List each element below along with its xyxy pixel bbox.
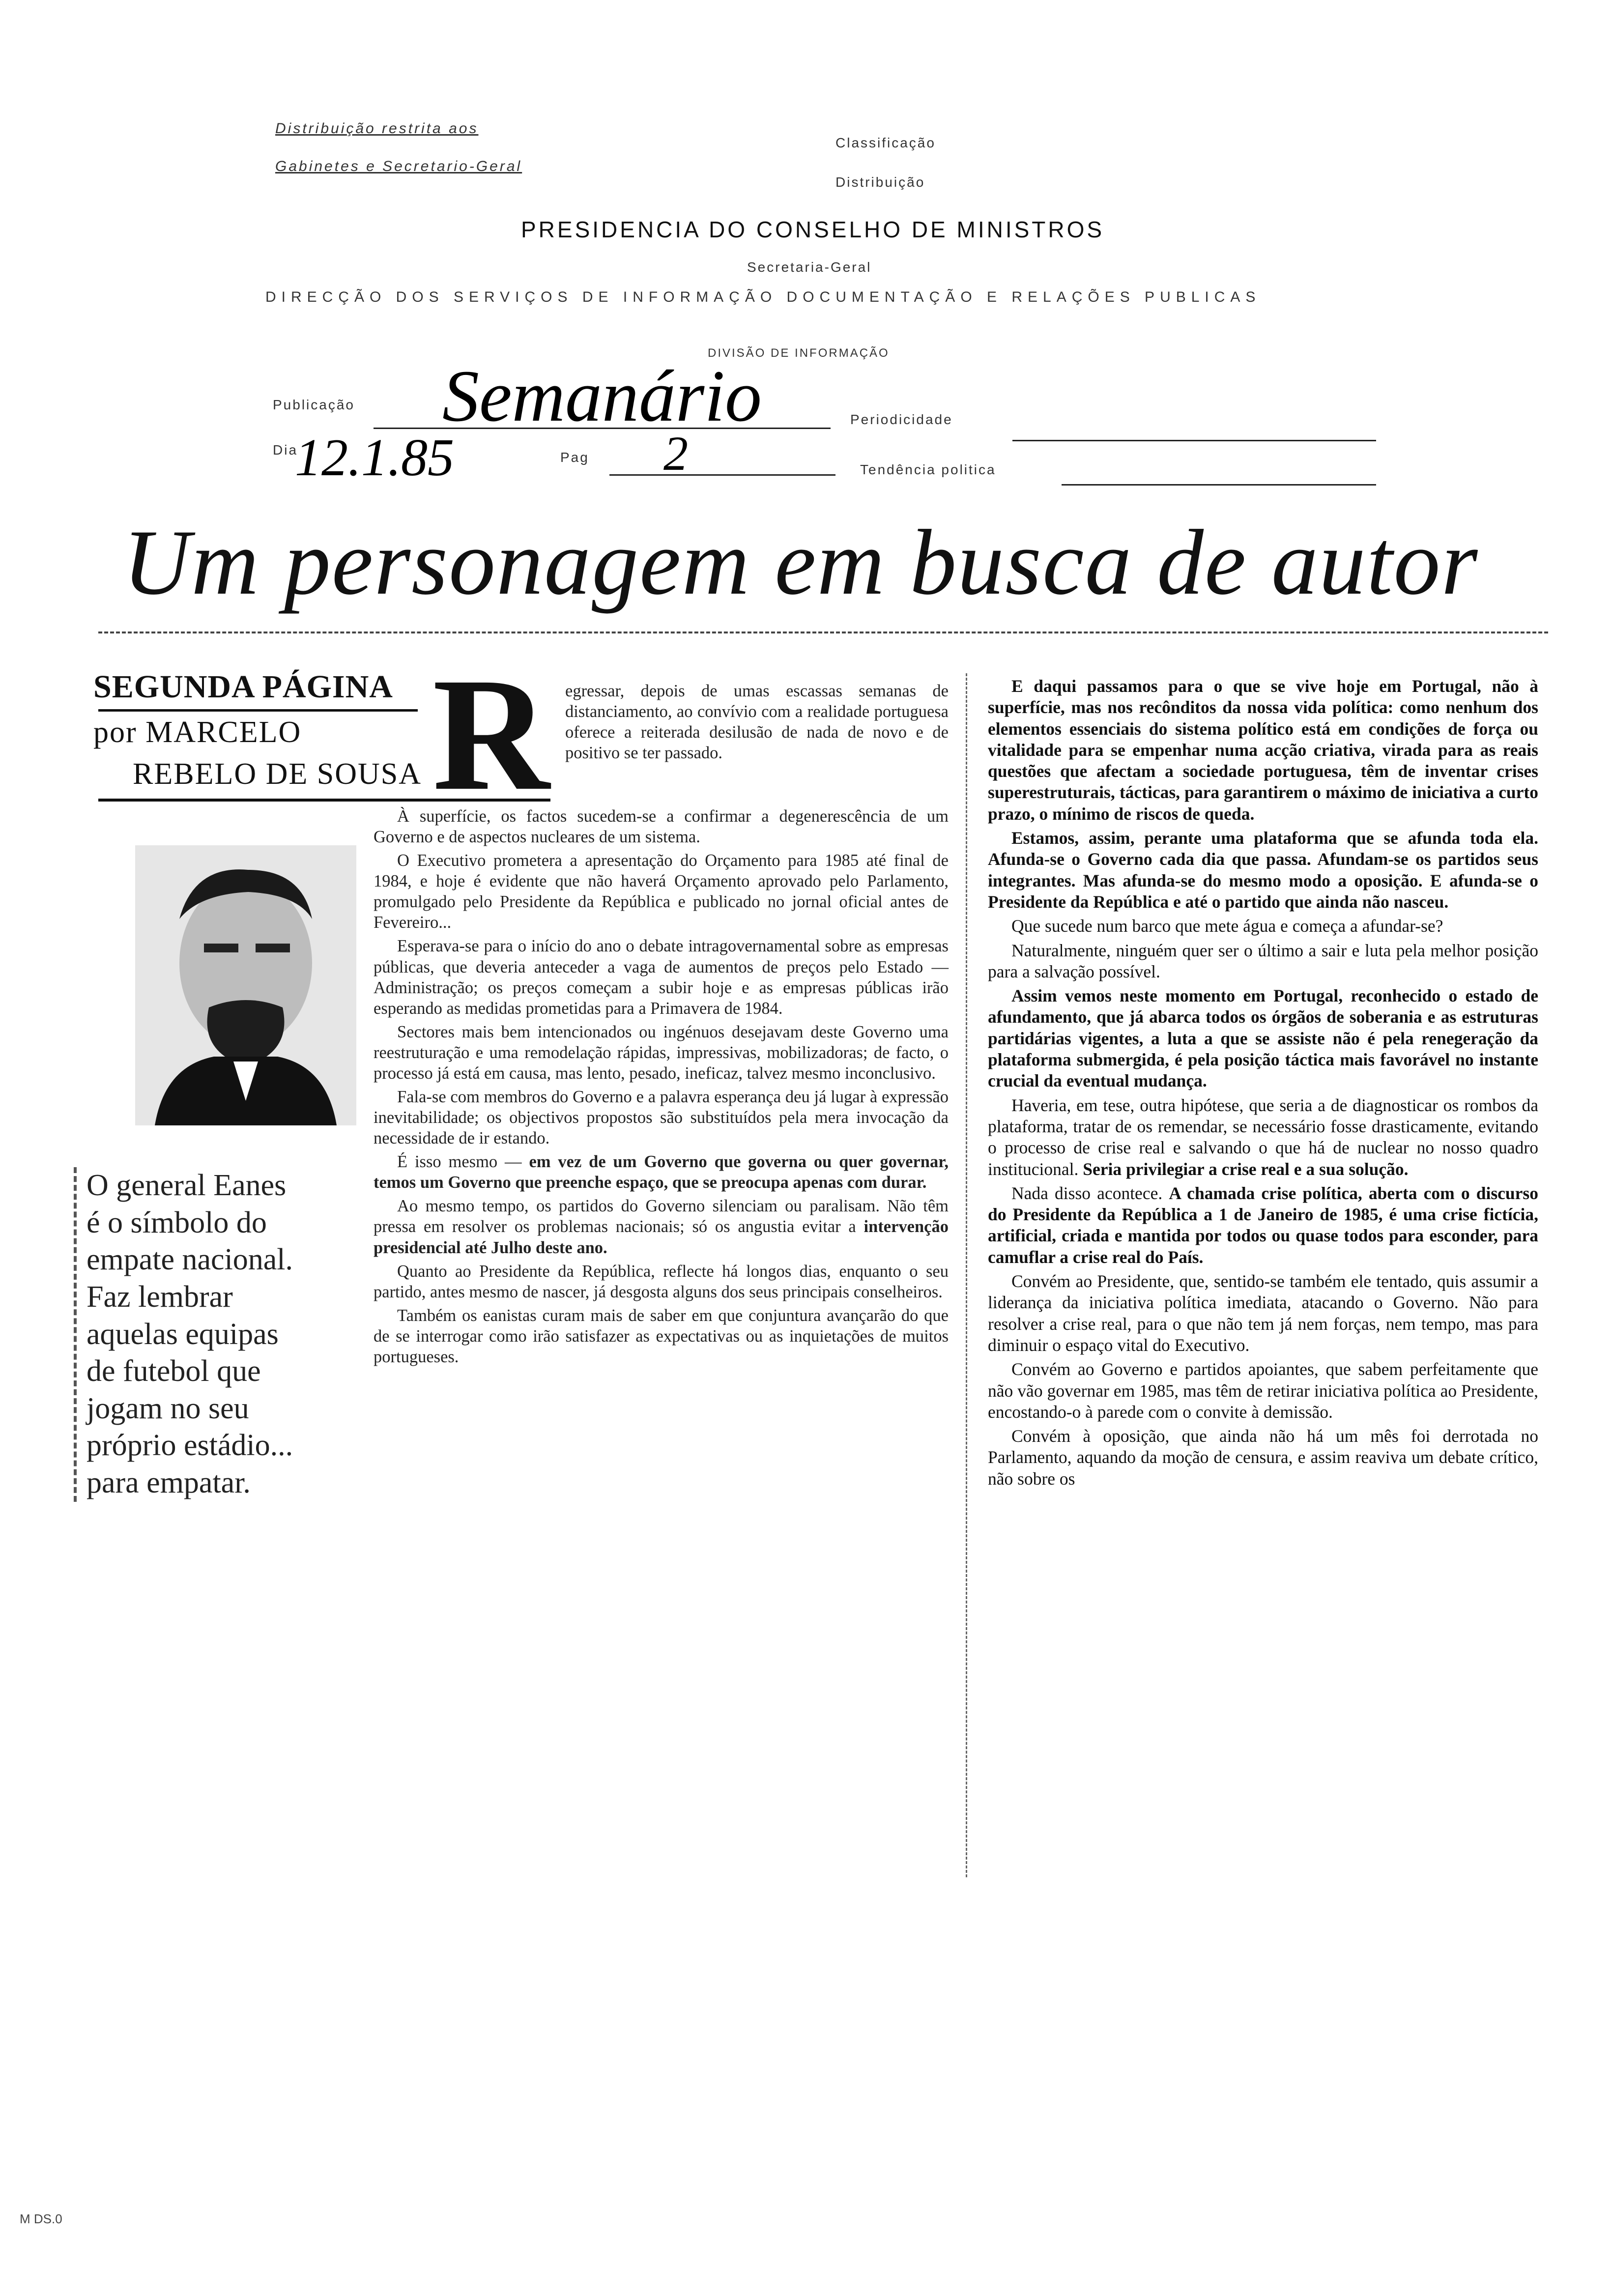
col2-paragraph: É isso mesmo — <box>397 1152 522 1172</box>
restricted-distribution-line2: Gabinetes e Secretario-Geral <box>275 158 522 174</box>
col3-paragraph: Naturalmente, ninguém quer ser o último a sair e luta pela melhor posição para a salvação possível. <box>988 940 1538 981</box>
periodicity-underline <box>1012 440 1376 441</box>
pull-quote-line: empate nacional. <box>86 1243 293 1277</box>
col3-paragraph: Convém ao Presidente, que, sentido-se também ele tentado, quis assumir a liderança da iniciativa política imediata, atacando o Governo. Não para resolver a crise real, para o que não tem já nem forças, nem tempo, mas para diminuir o espaço vital do Executivo. <box>988 1271 1538 1355</box>
day-handwritten: 12.1.85 <box>295 429 454 487</box>
col2-paragraph: Quanto ao Presidente da República, reflecte há longos dias, enquanto o seu partido, antes mesmo de nascer, já desgosta alguns dos seus principais conselheiros. <box>374 1262 949 1301</box>
title-rule <box>98 631 1548 633</box>
col2-paragraph: O Executivo prometera a apresentação do Orçamento para 1985 até final de 1984, e hoje é evidente que não haverá Orçamento aprovado pelo Parlamento, promulgado pelo Presidente da República e publicado no jornal oficial antes de Fevereiro... <box>374 851 949 932</box>
col3-bold-statement: A chamada crise política, aberta com o discurso do Presidente da República a 1 de Janeiro de 1985, é uma crise fictícia, artificial, criada e mantida por todos ou quase todos para esconder, para camuflar a crise real do País. <box>988 1183 1538 1267</box>
pull-quote-line: é o símbolo do <box>86 1205 267 1239</box>
publication-handwritten: Semanário <box>442 355 762 437</box>
byline-line1: por MARCELO <box>93 716 302 749</box>
pull-quote-line: jogam no seu <box>86 1391 249 1425</box>
column-2-intro <box>565 681 949 766</box>
tendency-underline <box>1062 484 1376 486</box>
footer-code: M DS.0 <box>20 2211 62 2226</box>
tendency-label: Tendência politica <box>860 462 996 477</box>
page-underline <box>609 474 835 476</box>
publication-label: Publicação <box>273 397 355 412</box>
classification-label: Classificação <box>835 135 936 150</box>
org-title: PRESIDENCIA DO CONSELHO DE MINISTROS <box>521 217 1105 242</box>
col3-bold-paragraph: Estamos, assim, perante uma plataforma que se afunda toda ela. Afunda-se o Governo cada dia que passa. Afundam-se os partidos seus integrantes. Mas afunda-se do mesmo modo a oposição. E afunda-se o Presidente da República e até o partido que ainda não nasceu. <box>988 828 1538 912</box>
author-photo <box>135 845 356 1125</box>
col2-paragraph: Também os eanistas curam mais de saber em que conjuntura avançarão do que de se interrogar como irão satisfazer as expectativas ou as inquietações de muitos portugueses. <box>374 1306 949 1366</box>
pull-quote-line: O general Eanes <box>86 1169 287 1202</box>
article-title: Um personagem em busca de autor <box>123 511 1479 614</box>
col3-paragraph: Convém ao Governo e partidos apoiantes, que sabem perfeitamente que não vão governar em 1985, mas têm de retirar iniciativa política ao Presidente, encostando-o à parede com o convite à demissão. <box>988 1359 1538 1422</box>
col2-bold-statement: intervenção presidencial até Julho deste ano. <box>374 1217 949 1257</box>
column-separator <box>966 673 967 1877</box>
pull-quote-line: Faz lembrar <box>86 1280 233 1314</box>
col2-bold-statement: em vez de um Governo que governa ou quer governar, temos um Governo que preenche espaço, que se preocupa apenas com durar. <box>374 1152 949 1192</box>
restricted-distribution-line1: Distribuição restrita aos <box>275 120 479 137</box>
col2-paragraph: Esperava-se para o início do ano o debate intragovernamental sobre as empresas públicas, que deveria anteceder a vaga de aumentos de preços pelo Estado — Administração; os preços começam a subir hoje e as empresas públicas irão esperando as medidas prometidas para a Primavera de 1984. <box>374 937 949 1018</box>
col3-bold-statement: Seria privilegiar a crise real e a sua solução. <box>1083 1159 1409 1179</box>
day-label: Dia <box>273 442 298 458</box>
pull-quote-line: aquelas equipas <box>86 1317 279 1351</box>
byline-line2: REBELO DE SOUSA <box>133 757 422 791</box>
col3-bold-paragraph: E daqui passamos para o que se vive hoje em Portugal, não à superfície, mas nos recônditos da nossa vida política: como nenhum dos elementos essenciais do sistema político está em condições de força ou vitalidade para se empenhar numa acção criativa, virada para as reais questões que afectam a sociedade portuguesa, têm de inventar crises superestruturais, tácticas, para garantirem o máximo de iniciativa a curto prazo, o mínimo de riscos de queda. <box>988 676 1538 824</box>
pull-quote-line: próprio estádio... <box>86 1429 293 1463</box>
distribution-label: Distribuição <box>835 174 925 190</box>
section-rule <box>98 709 418 712</box>
page-label: Pag <box>560 450 589 465</box>
section-label: SEGUNDA PÁGINA <box>93 669 393 705</box>
division-label: DIVISÃO DE INFORMAÇÃO <box>708 346 890 360</box>
column-2 <box>374 806 949 1370</box>
col2-paragraph: Sectores mais bem intencionados ou ingénuos desejavam deste Governo uma reestruturação e uma remodelação rápidas, impressivas, mobilizadoras; de facto, o processo já está em causa, mas lento, pesado, ineficaz, talvez mesmo inconclusivo. <box>374 1022 949 1083</box>
col2-paragraph: Ao mesmo tempo, os partidos do Governo silenciam ou paralisam. Não têm pressa em resolver os problemas nacionais; só os angustia evitar a <box>374 1197 949 1236</box>
col2-paragraph: Fala-se com membros do Governo e a palavra esperança deu já lugar à expressão inevitabilidade; os objectivos propostos são substituídos pela mera invocação da necessidade de ir estando. <box>374 1088 949 1148</box>
pull-quote-line: de futebol que <box>86 1354 261 1388</box>
pull-quote-line: para empatar. <box>86 1466 251 1499</box>
pull-quote <box>74 1167 293 1502</box>
col3-paragraph: Nada disso acontece. <box>1011 1183 1163 1203</box>
col3-paragraph: Haveria, em tese, outra hipótese, que seria a de diagnosticar os rombos da plataforma, tratar de os remendar, se necessário fosse drasticamente, evitando o processo de crise real e salvando o que há de nuclear no nosso quadro institucional. <box>988 1095 1538 1179</box>
col3-paragraph: Convém à oposição, que ainda não há um mês foi derrotada no Parlamento, aquando da moção de censura, e assim reaviva um debate crítico, não sobre os <box>988 1426 1538 1489</box>
page-handwritten: 2 <box>663 426 688 481</box>
periodicity-label: Periodicidade <box>850 412 953 427</box>
col2-paragraph: À superfície, os factos sucedem-se a confirmar a degenerescência de um Governo e de aspectos nucleares de um sistema. <box>374 807 949 847</box>
col3-paragraph: Que sucede num barco que mete água e começa a afundar-se? <box>1011 916 1443 936</box>
drop-cap: R <box>432 645 550 824</box>
col3-bold-paragraph: Assim vemos neste momento em Portugal, reconhecido o estado de afundamento, que já abarca todos os órgãos de soberania e as estruturas partidárias vigentes, a luta a que se assiste não é pela renegeração da plataforma submergida, é pela posição táctica mais favorável no instante crucial da eventual mudança. <box>988 986 1538 1091</box>
col2-intro-paragraph: egressar, depois de umas escassas semanas de distanciamento, ao convívio com a realidade portuguesa oferece a reiterada desilusão de nada de novo e de positivo se ter passado. <box>565 682 949 763</box>
direction-label: DIRECÇÃO DOS SERVIÇOS DE INFORMAÇÃO DOCUMENTAÇÃO E RELAÇÕES PUBLICAS <box>265 289 1261 305</box>
secretaria-label: Secretaria-Geral <box>747 259 872 275</box>
column-3 <box>988 676 1538 1492</box>
